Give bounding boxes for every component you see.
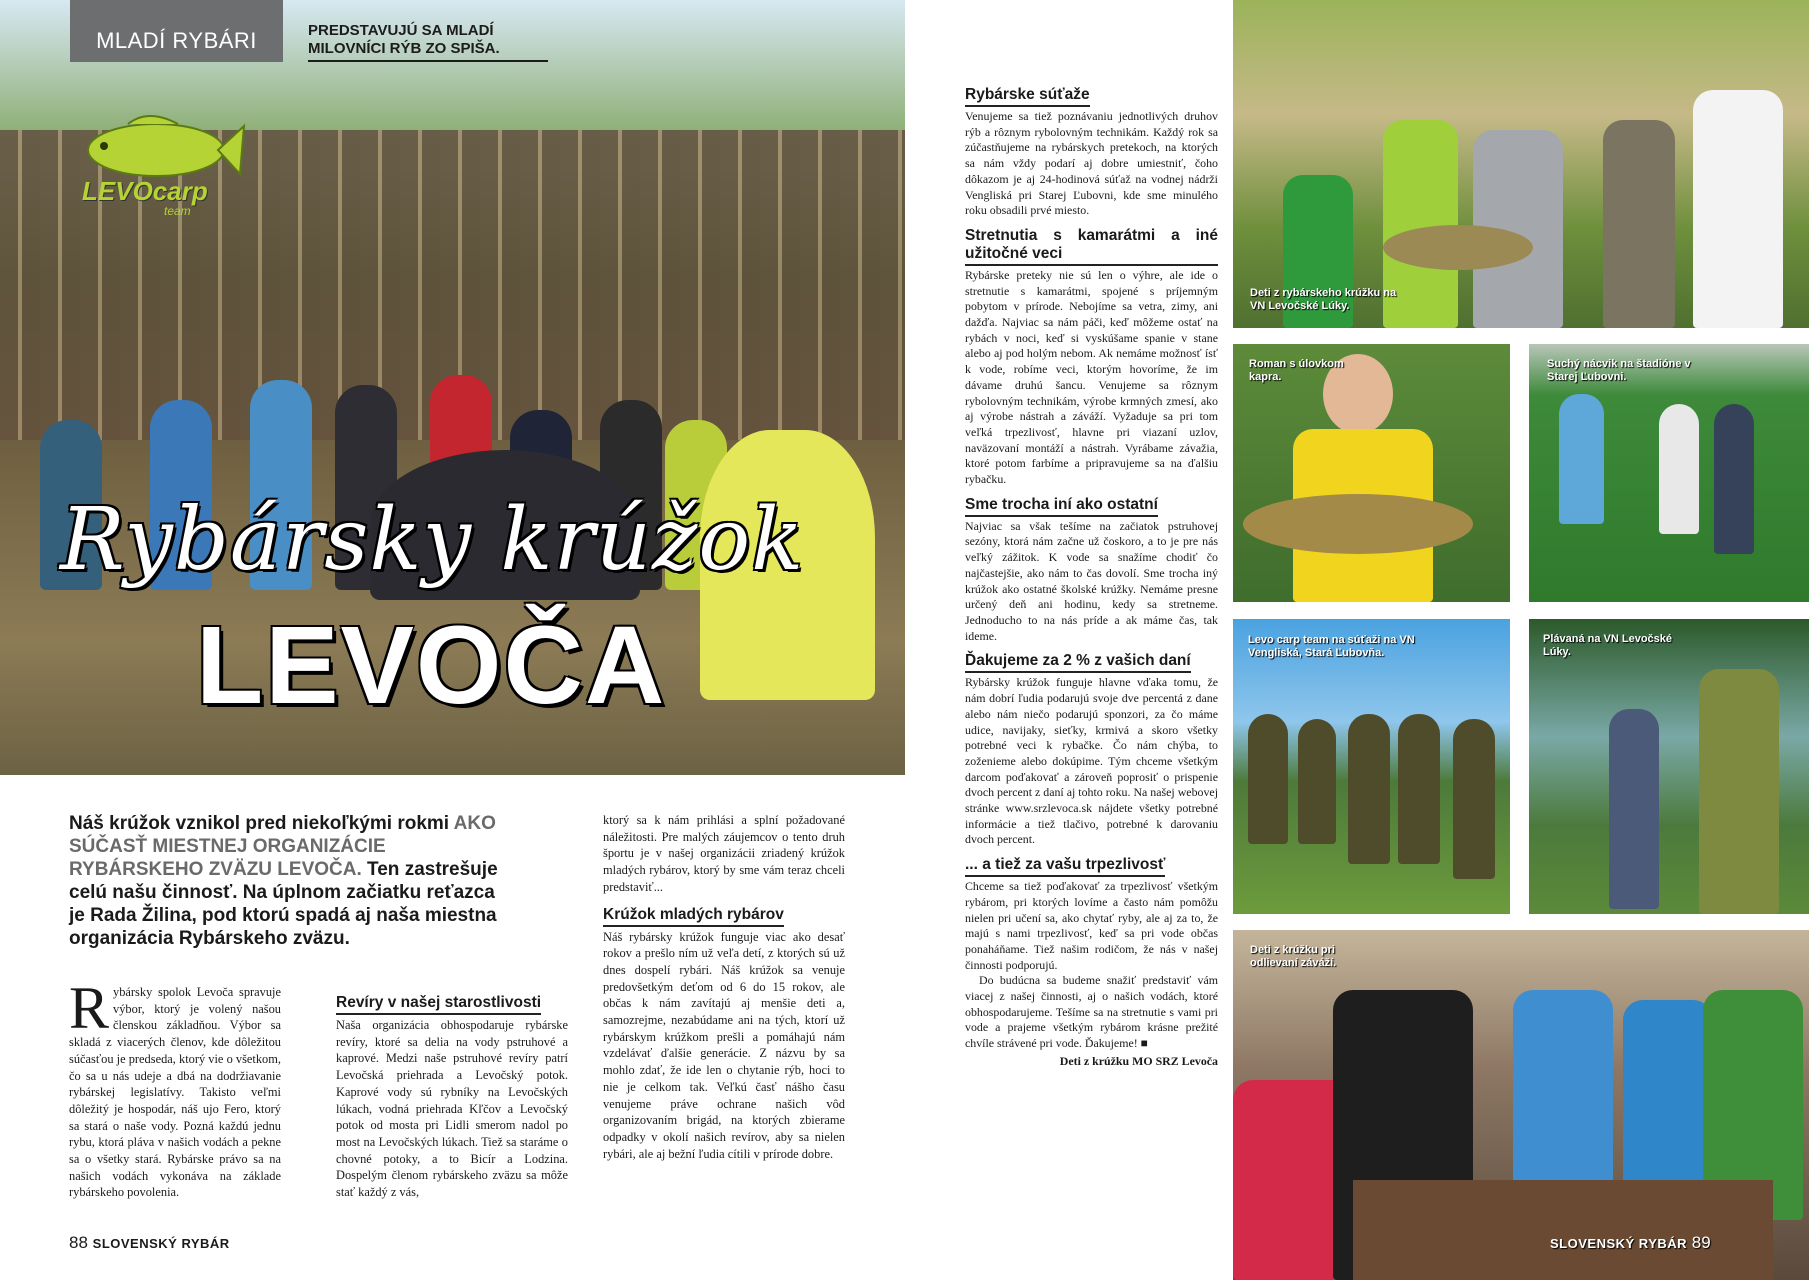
- folio-right: [1550, 1233, 1711, 1253]
- logo-name: LEVOcarp: [82, 176, 208, 206]
- logo-sub: team: [164, 204, 191, 218]
- col4-text-4: Chceme sa tiež poďakovať za trpezlivosť všetkým rybárom, pri ktorých lovíme a často nám pomôžu nielen pri učení sa, ako chytať ryby, ale aj za to, že majú s nami trpezlivosť, keď sa pri vode občas ponaháňame. Tiež našim rodičom, že nás v našej činnosti podporujú.: [965, 879, 1218, 972]
- table-with-weights: [1353, 1180, 1773, 1280]
- child-figure: [1714, 404, 1754, 554]
- column-1: [69, 975, 281, 1201]
- signature: Deti z krúžku MO SRZ Levoča: [1059, 1053, 1218, 1068]
- magazine-name: SLOVENSKÝ RYBÁR: [1550, 1236, 1688, 1251]
- caption: Levo carp team na súťaži na VN Vengliská, Stará Ľubovňa.: [1248, 634, 1415, 659]
- photo-casting-weights: [1233, 930, 1809, 1280]
- section-tab-label: MLADÍ RYBÁRI: [96, 28, 257, 53]
- lead-paragraph: [69, 812, 514, 950]
- col2-text: Naša organizácia obhospodaruje rybárske revíry, ktoré sa delia na vody pstruhové a kaprové. Medzi naše pstruhové revíry patrí Levočská priehrada a Levočský potok. Kaprové vody sú rybníky na Levočských lúkach, vodná priehrada Kľčov a Levočský potok od mosta pri Lidli smerom nadol po most na Levočských lúkach. Tiež sa staráme o chovné potoky, a to Bicír a Lodzina. Dospelým členom rybárskeho zväzu sa môže stať každý z vás,: [336, 1018, 568, 1200]
- column-3: [603, 812, 845, 1162]
- team-member: [1453, 719, 1495, 879]
- heading-sutaze: Rybárske súťaže: [965, 86, 1090, 107]
- folio-left: [69, 1233, 230, 1253]
- child-figure: [1559, 394, 1604, 524]
- child-figure: [1609, 709, 1659, 909]
- magazine-name: SLOVENSKÝ RYBÁR: [92, 1236, 230, 1251]
- carp-fish: [1243, 494, 1473, 554]
- heading-kruzok: Krúžok mladých rybárov: [603, 906, 784, 927]
- end-mark: ■: [1140, 1036, 1148, 1051]
- team-member: [1248, 714, 1288, 844]
- title-main: LEVOČA: [196, 604, 667, 727]
- column-2: [336, 994, 568, 1201]
- caption: Roman s úlovkom kapra.: [1249, 358, 1344, 383]
- lead-highlight: AKO SÚČASŤ MIESTNEJ ORGANIZÁCIE RYBÁRSKEHO ZVÄZU LEVOČA.: [69, 813, 496, 880]
- col3-text2: Náš rybársky krúžok funguje viac ako desať rokov a prešlo ním už veľa detí, z ktorých sú už dnes dospelí rybári. Náš krúžok sa venuje predovšetkým deťom od 6 do 15 rokov, ale občas k nám zavítajú aj menšie deti a, samozrejme, nezabúdame ani na tých, ktorí už rybárskym krúžkom prešli a pomáhajú nám vzdelávať ďalšie generácie. Z názvu by sa mohlo zdať, že ide len o chytanie rýb, hoci to nie je celkom tak. Veľkú časť nášho času venujeme práve ochrane našich vôd organizovaním brigád, na ktorých zbierame odpadky v okolí našich revírov, aby sa nielen rybári, ale aj bežní ľudia cítili v prírode dobre.: [603, 929, 845, 1161]
- caption: Suchý nácvik na štadióne v Starej Ľubovni.: [1547, 358, 1691, 383]
- photo-float-fishing: [1529, 619, 1809, 914]
- heading-trpezlivost: ... a tiež za vašu trpezlivosť: [965, 856, 1165, 877]
- col1-text: ybársky spolok Levoča spravuje výbor, ktorý je volený našou členskou základňou. Výbor sa skladá z viacerých členov, kde dôležitou súčasťou je predseda, ktorý vie o všetkom, čo sa u nás udeje a dbá na dodržiavanie rybárskej legislatívy. Takisto veľmi dôležitý je hospodár, náš ujo Fero, ktorý sa stará o naše vody. Pozná každú jednu rybu, ktorá pláva v našich vodách a pekne sa o všetky stará. Rybárske právo sa na našich vodách vykonáva na základe rybárskeho povolenia.: [69, 985, 281, 1200]
- levocarp-logo: [68, 108, 246, 218]
- page-number: 89: [1691, 1233, 1711, 1252]
- team-member: [1298, 719, 1336, 844]
- photo-levocarp-team: [1233, 619, 1510, 914]
- photo-kids-carp: [1233, 0, 1809, 328]
- child-figure: [1699, 669, 1779, 914]
- closing-text: [965, 973, 1218, 1052]
- column-4: [965, 86, 1218, 1070]
- heading-reviry: Revíry v našej starostlivosti: [336, 994, 541, 1015]
- col3-text1: ktorý sa k nám prihlási a splní požadované náležitosti. Pre malých záujemcov o tento druh športu je v našej organizácii zriadený krúžok mladých rybárov, ktorý by sme vám teraz chceli predstaviť...: [603, 813, 845, 894]
- caption: Plávaná na VN Levočské Lúky.: [1543, 633, 1673, 658]
- col4-text-0: Venujeme sa tiež poznávaniu jednotlivých druhov rýb a rôznym rybolovným technikám. Každý rok sa zúčastňujeme na rybárskych pretekoch, na ktorých sa nám vždy podarí aj dobre umiestniť, čoho dôkazom je aj 24-hodinová súťaž na vodnej nádrži Vengliská pri Starej Ľubovni, kde sme minulého roku obsadili prvé miesto.: [965, 109, 1218, 218]
- child-figure: [1603, 120, 1675, 328]
- carp-fish: [1383, 225, 1533, 270]
- heading-stretnutia: Stretnutia s kamarátmi a iné užitočné veci: [965, 227, 1218, 266]
- photo-roman-carp: [1233, 344, 1510, 602]
- child-figure: [1693, 90, 1783, 328]
- col4-text-2: Najviac sa však tešíme na začiatok pstruhovej sezóny, ktorá nám začne už čoskoro, a to je pre nás veľký zážitok. K vode sa snažíme chodiť čo najčastejšie, ako nám to čas dovolí. Sme trocha iný krúžok ako ostatné školské krúžky. Nemáme presne určený deň ani hodinu, kedy sa stretneme. Jednoducho to na nás príde a ak máme čas, tak ideme.: [965, 518, 1218, 643]
- lead-part2: Ten zastrešuje celú našu činnosť. Na úplnom začiatku reťazca je Rada Žilina, pod ktorú spadá aj naša miestna organizácia Rybárskeho zväzu.: [69, 859, 498, 949]
- page-number: 88: [69, 1233, 88, 1252]
- title-script: Rybársky krúžok: [60, 490, 805, 590]
- team-member: [1348, 714, 1390, 864]
- heading-ini: Sme trocha iní ako ostatní: [965, 496, 1158, 517]
- child-figure: [1659, 404, 1699, 534]
- col4-text-3: Rybársky krúžok funguje hlavne vďaka tomu, že nám dobrí ľudia podarujú svoje dve percentá z dane alebo nám niečo podarujú sponzori, za čo máme udice, navijaky, sieťky, krmivá a skoro všetky potrebné veci k rybačke. Čo nám chýba, to zoženieme alebo dokúpime. Tým chceme všetkým darcom poďakovať a zároveň poprosiť o prispenie dvoch percent z daní aj tohto roku. Na našej webovej stránke www.srzlevoca.sk nájdete všetky potrebné informácie a tiež tlačivo, potrebné k darovaniu dvoch percent.: [965, 675, 1218, 847]
- lead-part1: Náš krúžok vznikol pred niekoľkými rokmi: [69, 813, 454, 834]
- section-tab: [70, 0, 283, 62]
- tagline: PREDSTAVUJÚ SA MLADÍ MILOVNÍCI RÝB ZO SPIŠA.: [308, 22, 548, 62]
- drop-cap: R: [69, 975, 110, 1041]
- caption: Deti z rybárskeho krúžku na VN Levočské Lúky.: [1250, 287, 1397, 312]
- child-figure: [1513, 990, 1613, 1210]
- heading-dakujeme: Ďakujeme za 2 % z vašich daní: [965, 652, 1191, 673]
- caption: Deti z krúžku pri odlievaní záváží.: [1250, 944, 1337, 969]
- closing-body: Do budúcna sa budeme snažiť predstaviť vám viacej z našej činnosti, aj o našich vodách, ktoré obhospodarujeme. Tešíme sa na stretnutie s vami pri vode a prajeme všetkým rybárom krásne prežité chvíle strávené pri vode. Ďakujeme!: [965, 973, 1218, 1051]
- photo-stadium-training: [1529, 344, 1809, 602]
- col4-text-1: Rybárske preteky nie sú len o výhre, ale ide o stretnutie s kamarátmi, spojené s príjemným pobytom v prírode. Nebojíme sa vetra, zimy, ani dažďa. Najviac sa nám páči, keď môžeme ostať na rybách v noci, keď si vyskúšame spanie v stane alebo aj pod holým nebom. Ak nemáme možnosť ísť k vode, robíme veci, ktorým hovoríme, že im dávame druhú šancu. Venujeme sa rôznym rybolovným technikám, výrobe krmných zmesí, ako aj výrobe nástrah a záváží. Vyžaduje sa pri tom veľká trpezlivosť, hlavne pri viazaní uzlov, naväzovaní montáží a nástrah. Vyrábame závažia, ktoré potom farbíme a pripravujeme sa na ďalšiu rybačku.: [965, 267, 1218, 487]
- team-member: [1398, 714, 1440, 864]
